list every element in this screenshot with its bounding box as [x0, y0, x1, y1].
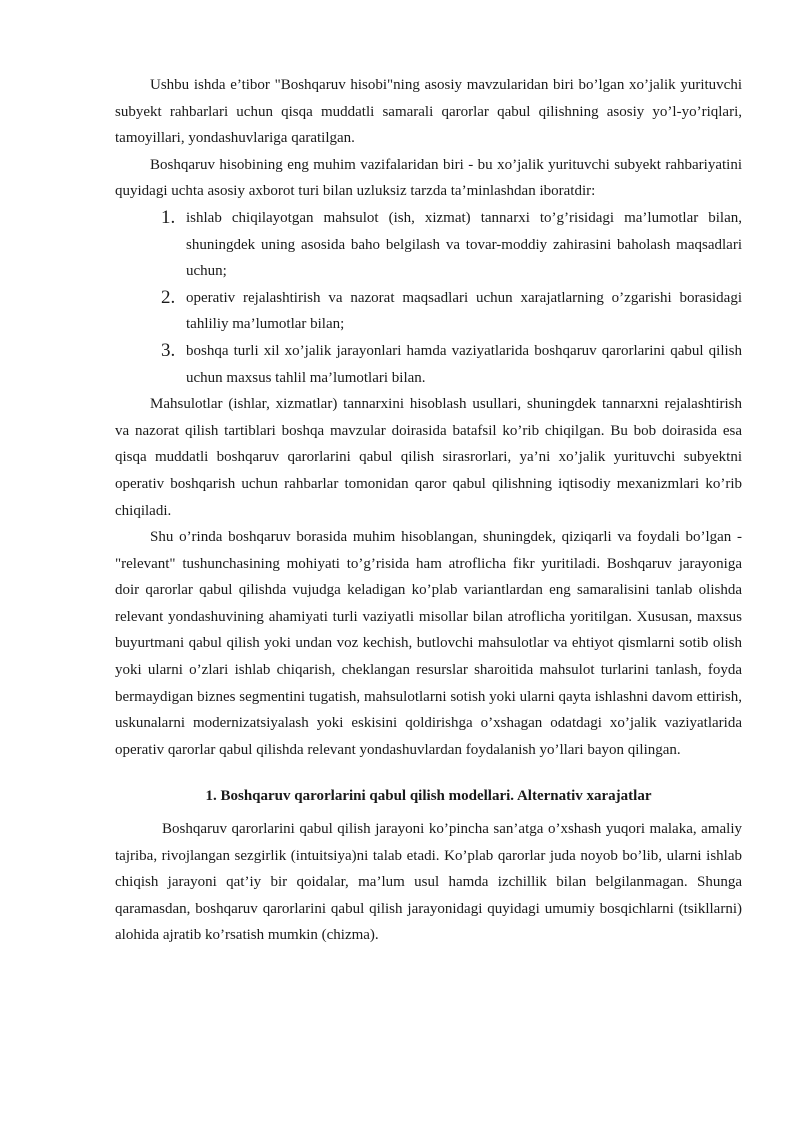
list-item	[161, 338, 742, 391]
list-item-text: ishlab chiqilayotgan mahsulot (ish, xizmat) tannarxi to’g’risidagi ma’lumotlar bilan, shuningdek uning asosida baho belgilash va tovar-moddiy zahirasini baholash maqsadlari uchun;	[186, 209, 742, 280]
list-item-text: operativ rejalashtirish va nazorat maqsadlari uchun xarajatlarning o’zgarishi borasidagi tahliliy ma’lumotlar bilan;	[186, 289, 742, 333]
list-item-number: 2.	[161, 286, 176, 308]
list-item-number: 3.	[161, 339, 176, 361]
list-item	[161, 205, 742, 285]
list-item	[161, 285, 742, 338]
paragraph-intro: Ushbu ishda e’tibor "Boshqaruv hisobi"ning asosiy mavzularidan biri bo’lgan xo’jalik yurituvchi subyekt rahbarlari uchun qisqa muddatli samarali qarorlar qabul qilishning asosiy yo’l-yo’riqlari, tamoyillari, yondashuvlariga qaratilgan.	[115, 77, 742, 147]
list-item-text: boshqa turli xil xo’jalik jarayonlari hamda vaziyatlarida boshqaruv qarorlarini qabul qilish uchun maxsus tahlil ma’lumotlari bilan.	[186, 342, 742, 386]
paragraph-relevant: Shu o’rinda boshqaruv borasida muhim hisoblangan, shuningdek, qiziqarli va foydali bo’lgan - "relevant" tushunchasining mohiyati to’g’risida ham atroflicha fikr yuritiladi. Boshqaruv jarayoniga doir qarorlar qabul qilishda vujudga keladigan ko’plab variantlardan eng samaralisini tanlab olishda relevant yondashuvining ahamiyati turli vaziyatli misollar bilan atroflicha yoritilgan. Xususan, maxsus buyurtmani qabul qilish yoki undan voz kechish, butlovchi mahsulotlar va ehtiyot qismlarni sotib olish yoki ularni o’zlari ishlab chiqarish, cheklangan resurslar sharoitida mahsulot turlarini tanlash, foyda bermaydigan biznes segmentini tugatish, mahsulotlarni sotish yoki ularni qayta ishlashni davom ettirish, uskunalarni modernizatsiyalash yoki eskisini qoldirishga o’xshagan odatdagi xo’jalik vaziyatlarida operativ qarorlar qabul qilishda relevant yondashuvlardan foydalanish yo’llari bayon qilingan.	[115, 529, 742, 758]
paragraph-tasks: Boshqaruv hisobining eng muhim vazifalaridan biri - bu xo’jalik yurituvchi subyekt rahbariyatini quyidagi uchta asosiy axborot turi bilan uzluksiz tarzda ta’minlashdan iboratdir:	[115, 156, 742, 200]
paragraph-decision-process: Boshqaruv qarorlarini qabul qilish jarayoni ko’pincha san’atga o’xshash yuqori malaka, amaliy tajriba, rivojlangan sezgirlik (intuitsiya)ni talab etadi. Ko’plab qarorlar juda noyob bo’lib, ularni ishlab chiqish jarayoni qat’iy bir qoidalar, ma’lum usul hamda izchillik bilan belgilanmagan. Shunga qaramasdan, boshqaruv qarorlarini qabul qilish jarayonidagi quyidagi umumiy bosqichlarni (tsikllarni) alohida ajratib ko’rsatish mumkin (chizma).	[115, 821, 742, 944]
paragraph-methods: Mahsulotlar (ishlar, xizmatlar) tannarxini hisoblash usullari, shuningdek tannarxni rejalashtirish va nazorat qilish tartiblari boshqa mavzular doirasida batafsil ko’rib chiqilgan. Bu bob doirasida esa qisqa muddatli boshqaruv qarorlarini qabul qilish sirasrorlari, ya’ni xo’jalik yurituvchi subyektni operativ boshqarish uchun rahbarlar tomonidan qaror qabul qilishning iqtisodiy mexanizmlari ko’rib chiqiladi.	[115, 396, 742, 519]
information-types-list	[115, 205, 742, 391]
list-item-number: 1.	[161, 206, 176, 228]
section-heading: 1. Boshqaruv qarorlarini qabul qilish modellari. Alternativ xarajatlar	[205, 788, 652, 805]
